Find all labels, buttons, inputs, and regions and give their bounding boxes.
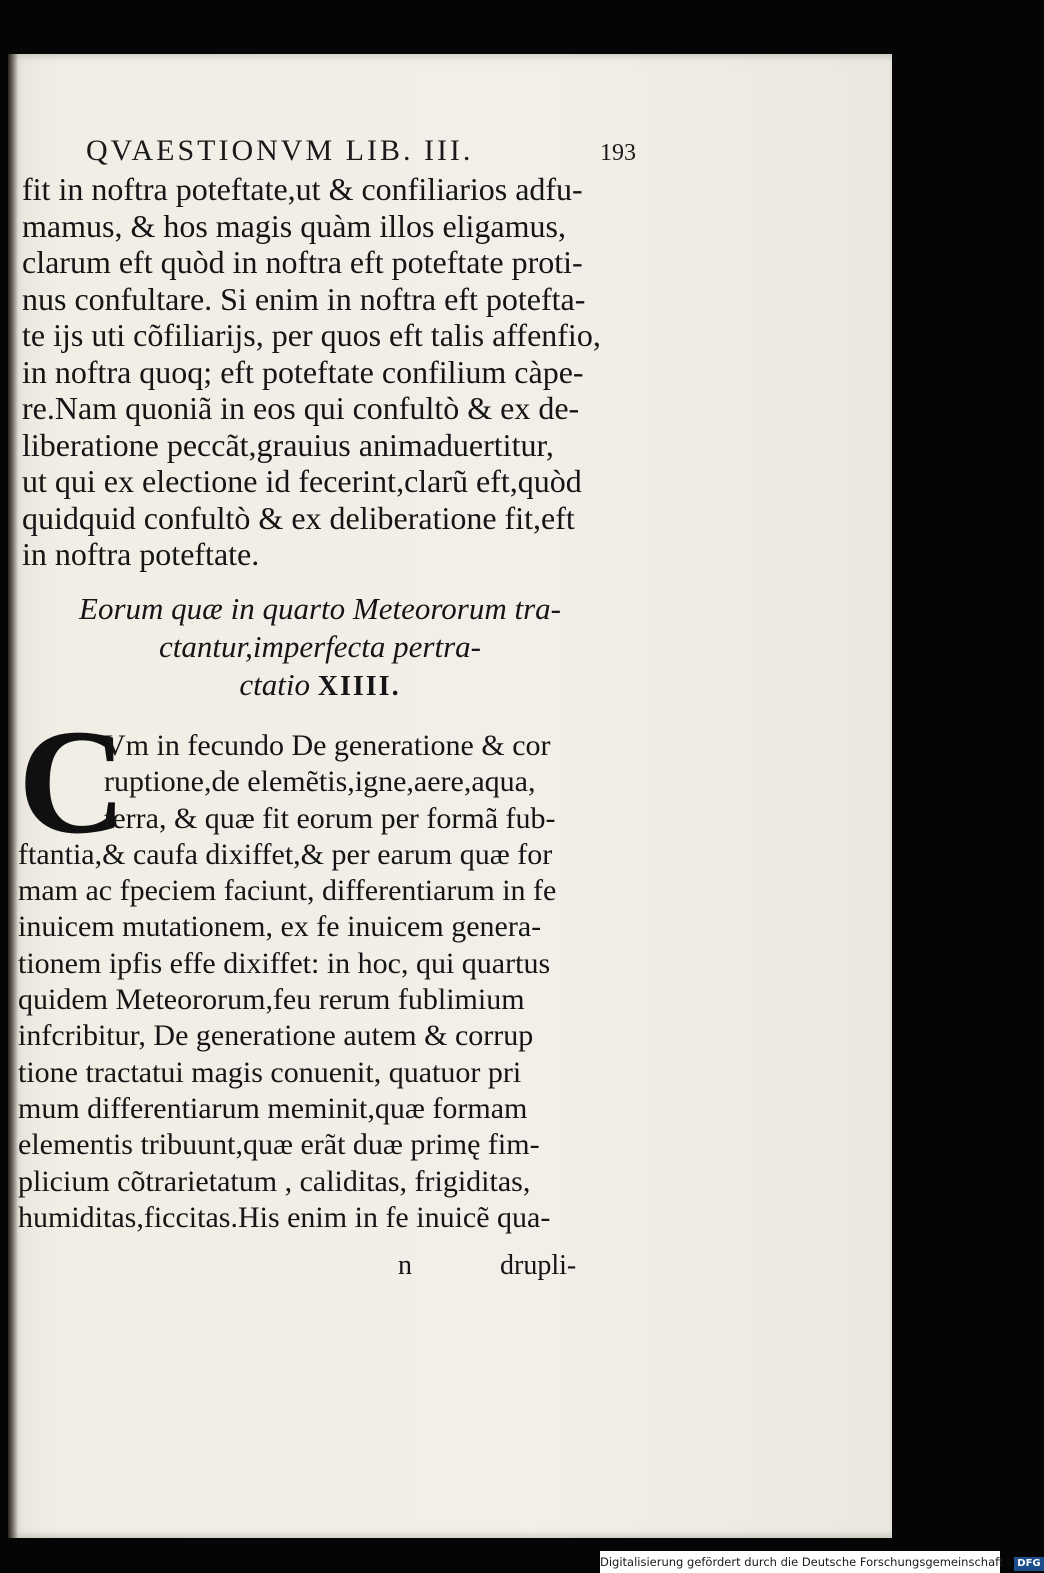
text-line: quidquid confultò & ex deliberatione fit,eft [22,499,575,536]
text-line: in noftra poteftate. [22,536,260,572]
text-line: elementis tribuunt,quæ erãt duæ primę fim- [18,1128,540,1162]
text-line: humiditas,ficcitas.His enim in fe inuicẽ qua- [18,1200,551,1234]
text-line: tionem ipfis effe dixiffet: in hoc, qui quartus [18,946,551,980]
paragraph-1 [22,171,622,573]
section-number: XIIII. [317,671,401,702]
text-line: mum differentiarum meminit,quæ formam [18,1091,528,1125]
catchword: drupli- [500,1250,577,1281]
text-line: infcribitur, De generatione autem & corrup [18,1019,534,1053]
text-line: mamus, & hos magis quàm illos eligamus, [22,207,566,244]
paragraph-2 [18,728,608,1236]
heading-line: ctatio [239,667,311,702]
text-line: terra, & quæ fit eorum per formã fub- [104,801,556,835]
text-line: quidem Meteororum,feu rerum fublimium [18,983,525,1017]
text-line: mam ac fpeciem faciunt, differentiarum in fe [18,874,557,908]
drop-cap: C [18,699,127,865]
heading-line: ctantur,imperfecta pertra- [158,629,481,664]
text-line: inuicem mutationem, ex fe inuicem genera- [18,910,542,944]
text-line: ruptione,de elemẽtis,igne,aere,aqua, [104,765,536,799]
text-line: in noftra quoq; eft poteftate confilium càpe- [22,353,584,390]
text-line: ftantia,& caufa dixiffet,& per earum quæ for [18,837,553,871]
running-head [86,134,636,168]
heading-line: Eorum quæ in quarto Meteororum tra- [79,591,561,626]
dfg-logo: DFG [1014,1557,1043,1571]
text-line: liberatione peccãt,grauius animaduertitur, [22,426,554,463]
text-line: te ijs uti cõfiliarijs, per quos eft talis affenfio, [22,317,601,353]
text-line: Vm in fecundo De generatione & cor [104,729,551,762]
text-line: tione tractatui magis conuenit, quatuor pri [18,1055,522,1089]
page-gutter-shadow [8,54,18,1538]
text-line: nus confultare. Si enim in noftra eft potefta- [22,280,586,317]
digitization-credit [600,1551,1041,1573]
running-head-title: QVAESTIONVM LIB. III. [86,134,474,167]
text-line: re.Nam quoniã in eos qui confultò & ex de- [22,390,580,426]
text-line: clarum eft quòd in noftra eft poteftate proti- [22,244,583,280]
section-heading [40,590,600,706]
credit-text: Digitalisierung gefördert durch die Deutsche Forschungsgemeinschaft - [600,1555,1012,1569]
signature-mark: n [398,1250,412,1281]
text-line: ut qui ex electione id fecerint,clarũ eft,quòd [22,463,582,499]
text-line: plicium cõtrarietatum , caliditas, frigiditas, [18,1164,531,1198]
page-number: 193 [600,140,636,166]
text-line: fit in noftra poteftate,ut & confiliarios adfu- [22,171,583,207]
